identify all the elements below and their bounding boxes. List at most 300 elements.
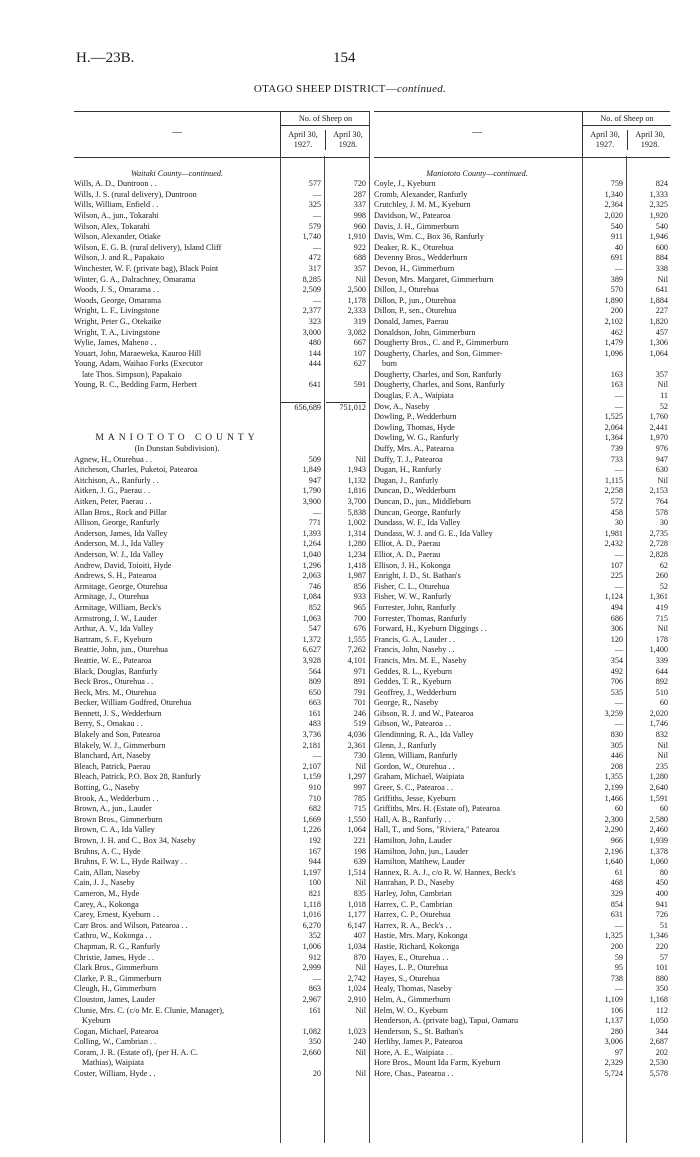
sheep-1928: 11 <box>660 391 668 401</box>
sheep-1928: 965 <box>353 602 366 612</box>
owner-name: Wright, Peter G., Otekaike <box>74 316 162 326</box>
sheep-1927: 492 <box>610 666 623 676</box>
sheep-1927: 2,181 <box>302 740 321 750</box>
sheep-1928: 676 <box>353 624 366 634</box>
sheep-1928: 892 <box>655 677 668 687</box>
header-dash: — <box>472 127 482 138</box>
sheep-1927: — <box>614 984 623 994</box>
owner-name: Winter, G. A., Dalrachney, Omarama <box>74 274 196 284</box>
owner-name: Woods, J. S., Omarama . . <box>74 285 160 295</box>
title-suffix: continued. <box>396 83 447 95</box>
center-rule <box>369 111 370 1143</box>
sheep-1927: 192 <box>308 836 321 845</box>
owner-name: Wilson, Alex, Tokarahi <box>74 221 150 231</box>
sheep-1927: 120 <box>610 634 623 644</box>
owner-name: MANIOTOTO COUNTY <box>95 433 259 444</box>
sheep-1927: 1,197 <box>302 867 321 877</box>
sheep-1928: 1,920 <box>649 210 668 220</box>
owner-name: Hayes, E., Oturehua . . <box>374 952 449 962</box>
sheep-1927: 1,124 <box>604 592 623 602</box>
sheep-1928: 319 <box>353 316 366 326</box>
sheep-1928: 1,378 <box>649 846 668 856</box>
sheep-1927: 691 <box>610 253 623 263</box>
sheep-1927: 1,109 <box>604 994 623 1004</box>
sheep-1928: 338 <box>655 263 668 273</box>
sheep-1927: 468 <box>610 878 623 888</box>
owner-name: Graham, Michael, Waipiata <box>374 772 465 782</box>
sheep-1928: 856 <box>353 581 366 591</box>
sheep-1928: 1,760 <box>649 412 668 422</box>
sheep-1928: 701 <box>353 698 366 708</box>
sheep-1927: 1,466 <box>604 793 623 803</box>
sheep-1928: 591 <box>353 380 366 390</box>
sheep-1927: — <box>614 920 623 930</box>
sheep-1928: 700 <box>353 613 366 623</box>
sheep-1928: 2,530 <box>649 1058 668 1068</box>
owner-name: Hamilton, John, Lauder <box>374 836 452 845</box>
sheep-1928: 976 <box>655 444 668 454</box>
owner-name: Dillon, P., sen., Oturehua <box>374 306 457 316</box>
owner-name: Andrews, S. H., Patearoa <box>74 571 157 581</box>
sheep-1927: 1,890 <box>604 295 623 305</box>
sheep-1928: 1,884 <box>649 295 668 305</box>
sheep-1928: 450 <box>655 878 668 888</box>
sheep-1927: 317 <box>308 263 321 273</box>
sheep-1927: 472 <box>308 253 321 263</box>
right-col-rule-1 <box>582 156 583 1143</box>
sheep-1928: 960 <box>353 221 366 231</box>
sheep-1927: 738 <box>610 973 623 983</box>
sheep-1928: 639 <box>353 857 366 867</box>
sheep-1927: 1,082 <box>302 1026 321 1036</box>
sheep-1927: 2,196 <box>604 846 623 856</box>
sheep-1927: 1,790 <box>302 486 321 496</box>
sheep-1928: 540 <box>655 221 668 231</box>
owner-name: Young, Adam, Waihao Forks (Executor <box>74 359 203 369</box>
sheep-1927: 1,040 <box>302 549 321 559</box>
owner-name: Clouston, James, Lauder <box>74 994 155 1004</box>
sheep-1928: 1,064 <box>347 825 366 835</box>
owner-name: Gibson, R. J. and W., Patearoa <box>374 708 474 718</box>
sheep-1927: 663 <box>308 698 321 708</box>
sheep-1928: 1,234 <box>347 549 366 559</box>
sheep-1928: 824 <box>655 179 668 189</box>
sheep-1928: Nil <box>657 624 668 634</box>
sheep-1927: 1,364 <box>604 433 623 443</box>
owner-name: Davis, J. H., Gimmerburn <box>374 221 459 231</box>
sheep-1927: 656,689 <box>281 402 321 414</box>
owner-name: Cromb, Alexander, Ranfurly <box>374 189 468 199</box>
owner-name: Wills, William, Enfield . . <box>74 200 159 210</box>
sheep-1927: 306 <box>610 624 623 634</box>
sheep-1928: 835 <box>353 888 366 898</box>
sheep-1928: 2,441 <box>649 422 668 432</box>
owner-name: Agnew, H., Oturehua . . <box>74 454 152 464</box>
sheep-1928: 57 <box>659 952 668 962</box>
sheep-1927: 329 <box>610 888 623 898</box>
owner-name: Hamilton, Matthew, Lauder <box>374 857 465 867</box>
owner-name: Wills, A. D., Duntroon . . <box>74 179 157 189</box>
owner-name: Armitage, William, Beck's <box>74 602 161 612</box>
sheep-1927: — <box>614 719 623 729</box>
sheep-1927: 1,016 <box>302 910 321 920</box>
owner-name: Fisher, W. W., Ranfurly <box>374 592 452 602</box>
owner-name: Healy, Thomas, Naseby <box>374 984 452 994</box>
sheep-1928: 1,297 <box>347 772 366 782</box>
title-main: OTAGO SHEEP DISTRICT— <box>253 83 397 95</box>
sheep-1927: 2,509 <box>302 285 321 295</box>
sheep-1928: 4,101 <box>347 655 366 665</box>
owner-name: Arthur, A. V., Ida Valley <box>74 624 154 634</box>
sheep-1928: 62 <box>659 560 668 570</box>
owner-name: Dugan, H., Ranfurly <box>374 465 442 475</box>
owner-name: Brown, J. H. and C., Box 34, Naseby <box>74 836 196 845</box>
sheep-1928: 5,578 <box>649 1069 668 1079</box>
sheep-1928: 971 <box>353 666 366 676</box>
owner-name: Dougherty, Charles, and Son, Ranfurly <box>374 369 502 379</box>
sheep-1927: 2,199 <box>604 783 623 793</box>
sheep-1928: 240 <box>353 1037 366 1047</box>
sheep-1927: 547 <box>308 624 321 634</box>
sheep-1928: 1,314 <box>347 528 366 538</box>
sheep-1928: 880 <box>655 973 668 983</box>
sheep-1927: — <box>614 401 623 411</box>
sheep-1928: 101 <box>655 963 668 973</box>
owner-name: Hayes, L. P., Oturehua <box>374 963 448 973</box>
sheep-1927: — <box>312 295 321 305</box>
sheep-1928: 1,177 <box>347 910 366 920</box>
owner-name: Duncan, D., jun., Middleburn <box>374 497 471 506</box>
sheep-1928: 246 <box>353 708 366 718</box>
sheep-1928: 51 <box>659 920 668 930</box>
sheep-1928: 1,746 <box>649 719 668 729</box>
owner-name: Douglas, F. A., Waipiata <box>374 391 454 401</box>
sheep-1928: 2,333 <box>347 306 366 316</box>
sheep-1928: Nil <box>355 1047 366 1057</box>
owner-name: Waitaki County—continued. <box>130 168 224 178</box>
sheep-1928: 52 <box>659 581 668 591</box>
sheep-1928: 1,050 <box>649 1016 668 1026</box>
sheep-1927: 40 <box>614 242 623 252</box>
owner-name: Geoffrey, J., Wedderburn <box>374 687 457 697</box>
sheep-1928: 1,002 <box>347 518 366 528</box>
sheep-count-group <box>582 112 671 157</box>
sheep-1927: 280 <box>610 1026 623 1036</box>
sheep-1927: 2,999 <box>302 963 321 973</box>
owner-name: Dundass, W. J. and G. E., Ida Valley <box>374 528 493 538</box>
sheep-1927: 1,159 <box>302 772 321 782</box>
sheep-1927: 1,118 <box>302 899 321 909</box>
sheep-1928: 2,687 <box>649 1037 668 1047</box>
owner-name: Donaldson, John, Gimmerburn <box>374 327 476 337</box>
sheep-1927: 2,300 <box>604 814 623 824</box>
sheep-1927: 650 <box>308 687 321 697</box>
sheep-1927: 852 <box>308 602 321 612</box>
sheep-1928: 1,555 <box>347 634 366 644</box>
owner-name: Elliot, A. D., Paerau <box>374 549 441 559</box>
owner-name: Wilson, J. and R., Papakaio <box>74 253 165 263</box>
sheep-1927: 2,063 <box>302 571 321 581</box>
owner-name: Blakely and Son, Patearoa <box>74 730 161 740</box>
sheep-1928: Nil <box>657 475 668 485</box>
sheep-1928: 2,910 <box>347 994 366 1004</box>
group-label: No. of Sheep on <box>281 114 370 126</box>
owner-name: Dillon, P., jun., Oturehua <box>374 295 456 305</box>
sheep-1927: 1,981 <box>604 528 623 538</box>
sheep-1928: 1,280 <box>347 539 366 549</box>
sheep-1927: 910 <box>308 783 321 793</box>
sheep-1928: 2,735 <box>649 528 668 538</box>
sheep-1928: 1,910 <box>347 232 366 242</box>
sheep-1927: — <box>614 263 623 273</box>
sheep-1927: — <box>312 507 321 517</box>
owner-name: Aitken, J. G., Paerau . . <box>74 486 151 496</box>
sheep-1927: 97 <box>614 1047 623 1057</box>
owner-name: Clark Bros., Gimmerburn <box>74 963 159 973</box>
owner-name: Glenn, J., Ranfurly <box>374 740 437 750</box>
owner-name: Elliot, A. D., Paerau <box>374 539 441 549</box>
sheep-1927: — <box>614 465 623 475</box>
owner-name: Davis, Wm. C., Box 36, Ranfurly <box>374 232 484 242</box>
sheep-1927: 1,393 <box>302 528 321 538</box>
sheep-1928: 2,153 <box>649 486 668 496</box>
sheep-1927: 225 <box>610 571 623 581</box>
col-header-1927: April 30, 1927. <box>288 130 318 149</box>
owner-name: Gibson, W., Patearoa . . <box>374 719 452 729</box>
owner-name: Armitage, J., Oturehua <box>74 592 149 602</box>
sheep-1928: 785 <box>353 793 366 803</box>
owner-name: Devon, H., Gimmerburn <box>374 263 455 273</box>
owner-name: Kyeburn <box>82 1016 111 1026</box>
sheep-1927: 163 <box>610 380 623 390</box>
owner-name: Harrex, C. P., Cambrian <box>374 899 453 909</box>
sheep-1928: Nil <box>657 274 668 284</box>
sheep-1928: 1,361 <box>649 592 668 602</box>
owner-name: Brown Bros., Gimmerburn <box>74 814 163 824</box>
sheep-1927: 8,285 <box>302 274 321 284</box>
owner-name: Botting, G., Naseby <box>74 783 140 793</box>
owner-name: Dillon, J., Oturehua <box>374 285 439 295</box>
owner-name: Aitchison, A., Ranfurly . . <box>74 475 159 485</box>
sheep-1928: 884 <box>655 253 668 263</box>
sheep-1927: 809 <box>308 677 321 687</box>
sheep-1928: 832 <box>655 730 668 740</box>
sheep-1928: 357 <box>353 263 366 273</box>
owner-name: Harrex, C. P., Oturehua <box>374 910 451 920</box>
sheep-1928: 407 <box>353 931 366 941</box>
sheep-1928: 2,020 <box>649 708 668 718</box>
owner-name: Youart, John, Maraeweka, Kauroo Hill <box>74 348 202 358</box>
right-table-header <box>374 111 670 158</box>
sheep-1928: Nil <box>355 274 366 284</box>
sheep-1928: Nil <box>355 878 366 888</box>
owner-name: Ellison, J. H., Kokonga <box>374 560 451 570</box>
sheep-1928: 2,361 <box>347 740 366 750</box>
sheep-1928: Nil <box>355 454 366 464</box>
owner-name: Beattie, W. E., Patearoa <box>74 655 152 665</box>
sheep-1927: 1,669 <box>302 814 321 824</box>
owner-name: Cathro, W., Kokonga . . <box>74 931 152 941</box>
sheep-1927: 305 <box>610 740 623 750</box>
owner-name: Glendinning, R. A., Ida Valley <box>374 730 474 740</box>
sheep-1928: 720 <box>353 179 366 189</box>
sheep-1928: 519 <box>353 719 366 729</box>
owner-name: Duffy, Mrs. A., Patearoa <box>374 444 455 454</box>
sheep-1928: 419 <box>655 602 668 612</box>
sheep-1928: 2,460 <box>649 825 668 835</box>
owner-name: Aitken, Peter, Paerau . . <box>74 497 152 506</box>
sheep-1928: 339 <box>655 655 668 665</box>
sheep-1928: 1,970 <box>649 433 668 443</box>
sheep-1927: — <box>312 189 321 199</box>
sheep-1927: 325 <box>308 200 321 210</box>
sheep-1927: 1,340 <box>604 189 623 199</box>
sheep-1928: 235 <box>655 761 668 771</box>
sheep-1928: 227 <box>655 306 668 316</box>
sheep-1927: 830 <box>610 730 623 740</box>
sheep-1927: — <box>614 645 623 655</box>
sheep-1927: — <box>614 391 623 401</box>
owner-name: Becker, William Godfred, Oturehua <box>74 698 192 708</box>
owner-name: (In Dunstan Subdivision). <box>134 444 220 454</box>
sheep-1928: 202 <box>655 1047 668 1057</box>
right-col-rule-2 <box>626 156 627 1143</box>
owner-name: Coram, J. R. (Estate of), (per H. A. C. <box>74 1047 198 1057</box>
owner-name: Hore Bros., Mount Ida Farm, Kyeburn <box>374 1058 501 1068</box>
sheep-1928: 751,012 <box>326 402 366 414</box>
sheep-1927: 739 <box>610 444 623 454</box>
sheep-1927: 1,325 <box>604 931 623 941</box>
sheep-1927: 161 <box>308 1005 321 1015</box>
sheep-1928: 1,060 <box>649 857 668 867</box>
owner-name: Anderson, M. J., Ida Valley <box>74 539 164 549</box>
sheep-1927: 509 <box>308 454 321 464</box>
sheep-1928: 998 <box>353 210 366 220</box>
sheep-1928: 400 <box>655 888 668 898</box>
sheep-1927: 710 <box>308 793 321 803</box>
owner-name: Devenny Bros., Wedderburn <box>374 253 468 263</box>
sheep-1928: 1,400 <box>649 645 668 655</box>
sheep-1927: 1,084 <box>302 592 321 602</box>
sheep-1928: 1,333 <box>649 189 668 199</box>
owner-name: Hall, T., and Sons, "Riviera," Patearoa <box>374 825 500 835</box>
sheep-1928: 510 <box>655 687 668 697</box>
owner-name: Hayes, S., Oturehua <box>374 973 440 983</box>
sheep-1928: 1,418 <box>347 560 366 570</box>
owner-name: Forrester, Thomas, Ranfurly <box>374 613 467 623</box>
owner-name: Armitage, George, Oturehua <box>74 581 168 591</box>
owner-name: Carey, A., Kokonga <box>74 899 139 909</box>
owner-name: Donald, James, Paerau <box>374 316 449 326</box>
owner-name: Deaker, R. K., Oturehua <box>374 242 454 252</box>
owner-name: Allison, George, Ranfurly <box>74 518 160 528</box>
owner-name: Cain, J. J., Naseby <box>74 878 135 888</box>
sheep-1927: 912 <box>308 952 321 962</box>
sheep-1927: 2,107 <box>302 761 321 771</box>
owner-name: Forward, H., Kyeburn Diggings . . <box>374 624 487 634</box>
sheep-1928: 198 <box>353 846 366 856</box>
sheep-1927: — <box>614 581 623 591</box>
sheep-1927: 1,006 <box>302 941 321 951</box>
owner-name: Coster, William, Hyde . . <box>74 1069 156 1079</box>
sheep-1928: 1,939 <box>649 836 668 845</box>
owner-name: Duffy, T. J., Patearoa <box>374 454 443 464</box>
page-number: 154 <box>333 50 356 66</box>
sheep-1927: 6,270 <box>302 920 321 930</box>
sheep-1927: 444 <box>308 359 321 369</box>
owner-name: Davidson, W., Patearoa <box>374 210 451 220</box>
owner-name: Blanchard, Art, Naseby <box>74 751 151 761</box>
sheep-1927: 2,290 <box>604 825 623 835</box>
sheep-1928: 1,591 <box>649 793 668 803</box>
sheep-1928: 220 <box>655 941 668 951</box>
sheep-1927: 3,736 <box>302 730 321 740</box>
owner-name: Hall, A. B., Ranfurly . . <box>374 814 451 824</box>
owner-name: Francis, G. A., Lauder . . <box>374 634 456 644</box>
sheep-1927: 480 <box>308 338 321 348</box>
sheep-1927: 167 <box>308 846 321 856</box>
sheep-1927: — <box>614 698 623 708</box>
sheep-1927: 3,928 <box>302 655 321 665</box>
sheep-1927: 1,849 <box>302 465 321 475</box>
sheep-1928: 260 <box>655 571 668 581</box>
sheep-1928: Nil <box>355 963 366 973</box>
owner-name: Hore, Chas., Patearoa . . <box>374 1069 454 1079</box>
sheep-1928: 7,262 <box>347 645 366 655</box>
group-label: No. of Sheep on <box>583 114 671 126</box>
owner-name: Crutchley, J. M. M., Kyeburn <box>374 200 471 210</box>
owner-name: Wilson, Alexander, Otiake <box>74 232 161 242</box>
sheep-1927: 60 <box>614 804 623 814</box>
owner-name: Black, Douglas, Ranfurly <box>74 666 158 676</box>
owner-name: Mathias), Waipiata <box>82 1058 144 1068</box>
owner-name: Hamilton, John, jun., Lauder <box>374 846 469 856</box>
sheep-1927: 100 <box>308 878 321 888</box>
sheep-1927: 2,660 <box>302 1047 321 1057</box>
sheep-1927: 494 <box>610 602 623 612</box>
sheep-1927: 30 <box>614 518 623 528</box>
owner-name: Clunie, Mrs. C. (c/o Mr. E. Clunie, Manager), <box>74 1005 225 1015</box>
owner-name: Carr Bros. and Wilson, Patearoa . . <box>74 920 188 930</box>
sheep-1928: 4,036 <box>347 730 366 740</box>
sheep-1927: 564 <box>308 666 321 676</box>
sheep-1928: Nil <box>657 740 668 750</box>
sheep-1928: 941 <box>655 899 668 909</box>
sheep-1928: 726 <box>655 910 668 920</box>
sheep-1928: 1,820 <box>649 316 668 326</box>
owner-name: Wright, L. F., Livingstone <box>74 306 160 316</box>
owner-name: Enright, J. D., St. Bathan's <box>374 571 461 581</box>
owner-name: Dowling, P., Wedderburn <box>374 412 457 422</box>
owner-name: Bleach, Patrick, Paerau <box>74 761 151 771</box>
owner-name: Allan Bros., Rock and Pillar <box>74 507 167 517</box>
owner-name: George, R., Naseby <box>374 698 439 708</box>
owner-name: Cleugh, H., Gimmerburn <box>74 984 157 994</box>
owner-name: Bruhns, F. W. L., Hyde Railway . . <box>74 857 188 867</box>
sheep-1927: — <box>312 751 321 761</box>
sheep-1927: 1,226 <box>302 825 321 835</box>
sheep-1928: 715 <box>655 613 668 623</box>
sheep-1928: 764 <box>655 497 668 506</box>
owner-name: Carey, Ernest, Kyeburn . . <box>74 910 159 920</box>
sheep-1928: 3,700 <box>347 497 366 506</box>
sheep-1927: 2,064 <box>604 422 623 432</box>
owner-name: Hastie, Mrs. Mary, Kokonga <box>374 931 468 941</box>
page-title <box>0 83 700 95</box>
sheep-1927: 911 <box>611 232 623 242</box>
owner-name: Brook, A., Wedderburn . . <box>74 793 159 803</box>
owner-name: Blakely, W. J., Gimmerburn <box>74 740 166 750</box>
